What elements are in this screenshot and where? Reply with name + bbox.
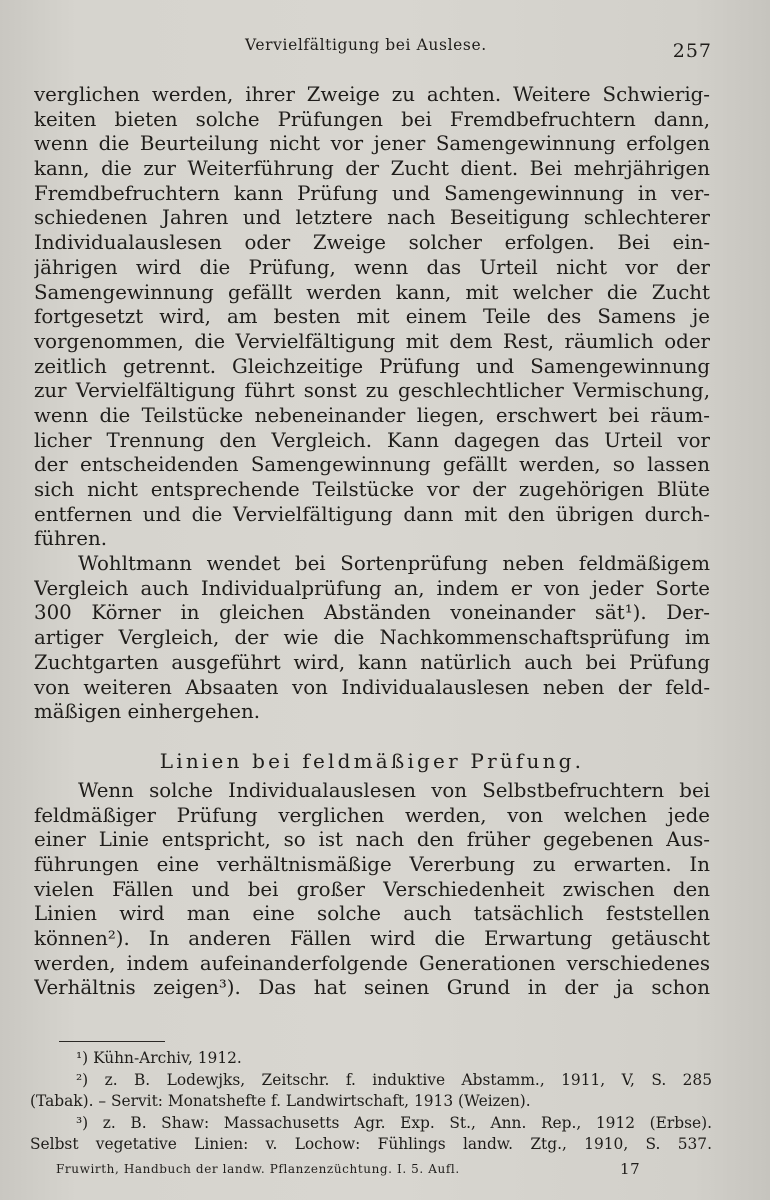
text-line: kann, die zur Weiterführung der Zucht dient. Bei mehrjährigen: [34, 157, 710, 181]
footnote-rule: [59, 1041, 165, 1042]
text-line: artiger Vergleich, der wie die Nachkommenschaftsprüfung im: [34, 626, 710, 650]
text-line: Vergleich auch Individualprüfung an, indem er von jeder Sorte: [34, 576, 710, 600]
paragraph-2: [34, 552, 710, 725]
signature-mark: 17: [620, 1160, 641, 1178]
page-number: 257: [672, 40, 712, 62]
footnotes: [30, 1048, 712, 1156]
text-line: einer Linie entspricht, so ist nach den früher gegebenen Aus-: [34, 828, 710, 852]
text-line: von weiteren Absaaten von Individualauslesen neben der feld-: [34, 675, 710, 699]
text-line: vorgenommen, die Vervielfältigung mit dem Rest, räumlich oder: [34, 329, 710, 353]
text-line: der entscheidenden Samengewinnung gefällt werden, so lassen: [34, 453, 710, 477]
running-head: [0, 34, 770, 64]
text-line: licher Trennung den Vergleich. Kann dagegen das Urteil vor: [34, 428, 710, 452]
text-line: führen.: [34, 527, 107, 551]
paragraph-1: [34, 83, 710, 552]
text-line: Zuchtgarten ausgeführt wird, kann natürlich auch bei Prüfung: [34, 650, 710, 674]
footnote-line: ¹) Kühn-Archiv, 1912.: [76, 1049, 242, 1067]
text-line: Verhältnis zeigen³). Das hat seinen Grund in der ja schon: [34, 976, 710, 1000]
imprint-line: Fruwirth, Handbuch der landw. Pflanzenzüchtung. I. 5. Aufl.: [56, 1162, 460, 1176]
text-line: wenn die Beurteilung nicht vor jener Samengewinnung erfolgen: [34, 132, 710, 156]
text-line: Individualauslesen oder Zweige solcher erfolgen. Bei ein-: [34, 231, 710, 255]
text-line: verglichen werden, ihrer Zweige zu achten. Weitere Schwierig-: [34, 83, 710, 106]
text-line: führungen eine verhältnismäßige Vererbung zu erwarten. In: [34, 852, 710, 876]
text-line: wenn die Teilstücke nebeneinander liegen, erschwert bei räum-: [34, 403, 710, 427]
page-footer: [56, 1160, 656, 1180]
text-line: Linien wird man eine solche auch tatsächlich feststellen: [34, 902, 710, 926]
text-line: Wohltmann wendet bei Sortenprüfung neben feldmäßigem: [78, 552, 710, 576]
footnote-line: ²) z. B. Lodewjks, Zeitschr. f. induktive Abstamm., 1911, V, S. 285: [76, 1070, 712, 1089]
text-line: keiten bieten solche Prüfungen bei Fremdbefruchtern dann,: [34, 107, 710, 131]
text-line: zur Vervielfältigung führt sonst zu geschlechtlicher Vermischung,: [34, 379, 710, 403]
main-text: [34, 83, 710, 1001]
text-line: werden, indem aufeinanderfolgende Generationen verschiedenes: [34, 951, 710, 975]
text-line: schiedenen Jahren und letztere nach Beseitigung schlechterer: [34, 206, 710, 230]
footnote-line: Selbst vegetative Linien: v. Lochow: Fühlings landw. Ztg., 1910, S. 537.: [30, 1135, 712, 1153]
text-line: feldmäßiger Prüfung verglichen werden, von welchen jede: [34, 803, 710, 827]
text-line: mäßigen einhergehen.: [34, 700, 261, 724]
paragraph-3: [34, 779, 710, 1001]
text-line: entfernen und die Vervielfältigung dann mit den übrigen durch-: [34, 502, 710, 526]
section-heading: Linien bei feldmäßiger Prüfung.: [159, 748, 585, 773]
text-line: fortgesetzt wird, am besten mit einem Teile des Samens je: [34, 305, 710, 329]
text-line: zeitlich getrennt. Gleichzeitige Prüfung und Samengewinnung: [34, 354, 710, 378]
section-gap: [34, 725, 710, 747]
text-line: sich nicht entsprechende Teilstücke vor der zugehörigen Blüte: [34, 478, 710, 501]
text-line: jährigen wird die Prüfung, wenn das Urteil nicht vor der: [34, 255, 710, 279]
text-line: 300 Körner in gleichen Abständen voneinander sät¹). Der-: [34, 601, 710, 625]
text-line: Fremdbefruchtern kann Prüfung und Samengewinnung in ver-: [34, 181, 710, 205]
running-title: Vervielfältigung bei Auslese.: [245, 36, 487, 54]
text-line: können²). In anderen Fällen wird die Erwartung getäuscht: [34, 927, 710, 950]
footnote-line: ³) z. B. Shaw: Massachusetts Agr. Exp. St., Ann. Rep., 1912 (Erbse).: [76, 1113, 712, 1132]
footnote-line: (Tabak). – Servit: Monatshefte f. Landwirtschaft, 1913 (Weizen).: [30, 1092, 531, 1110]
text-line: Wenn solche Individualauslesen von Selbstbefruchtern bei: [78, 778, 710, 802]
text-line: vielen Fällen und bei großer Verschiedenheit zwischen den: [34, 877, 710, 901]
text-line: Samengewinnung gefällt werden kann, mit welcher die Zucht: [34, 280, 710, 304]
